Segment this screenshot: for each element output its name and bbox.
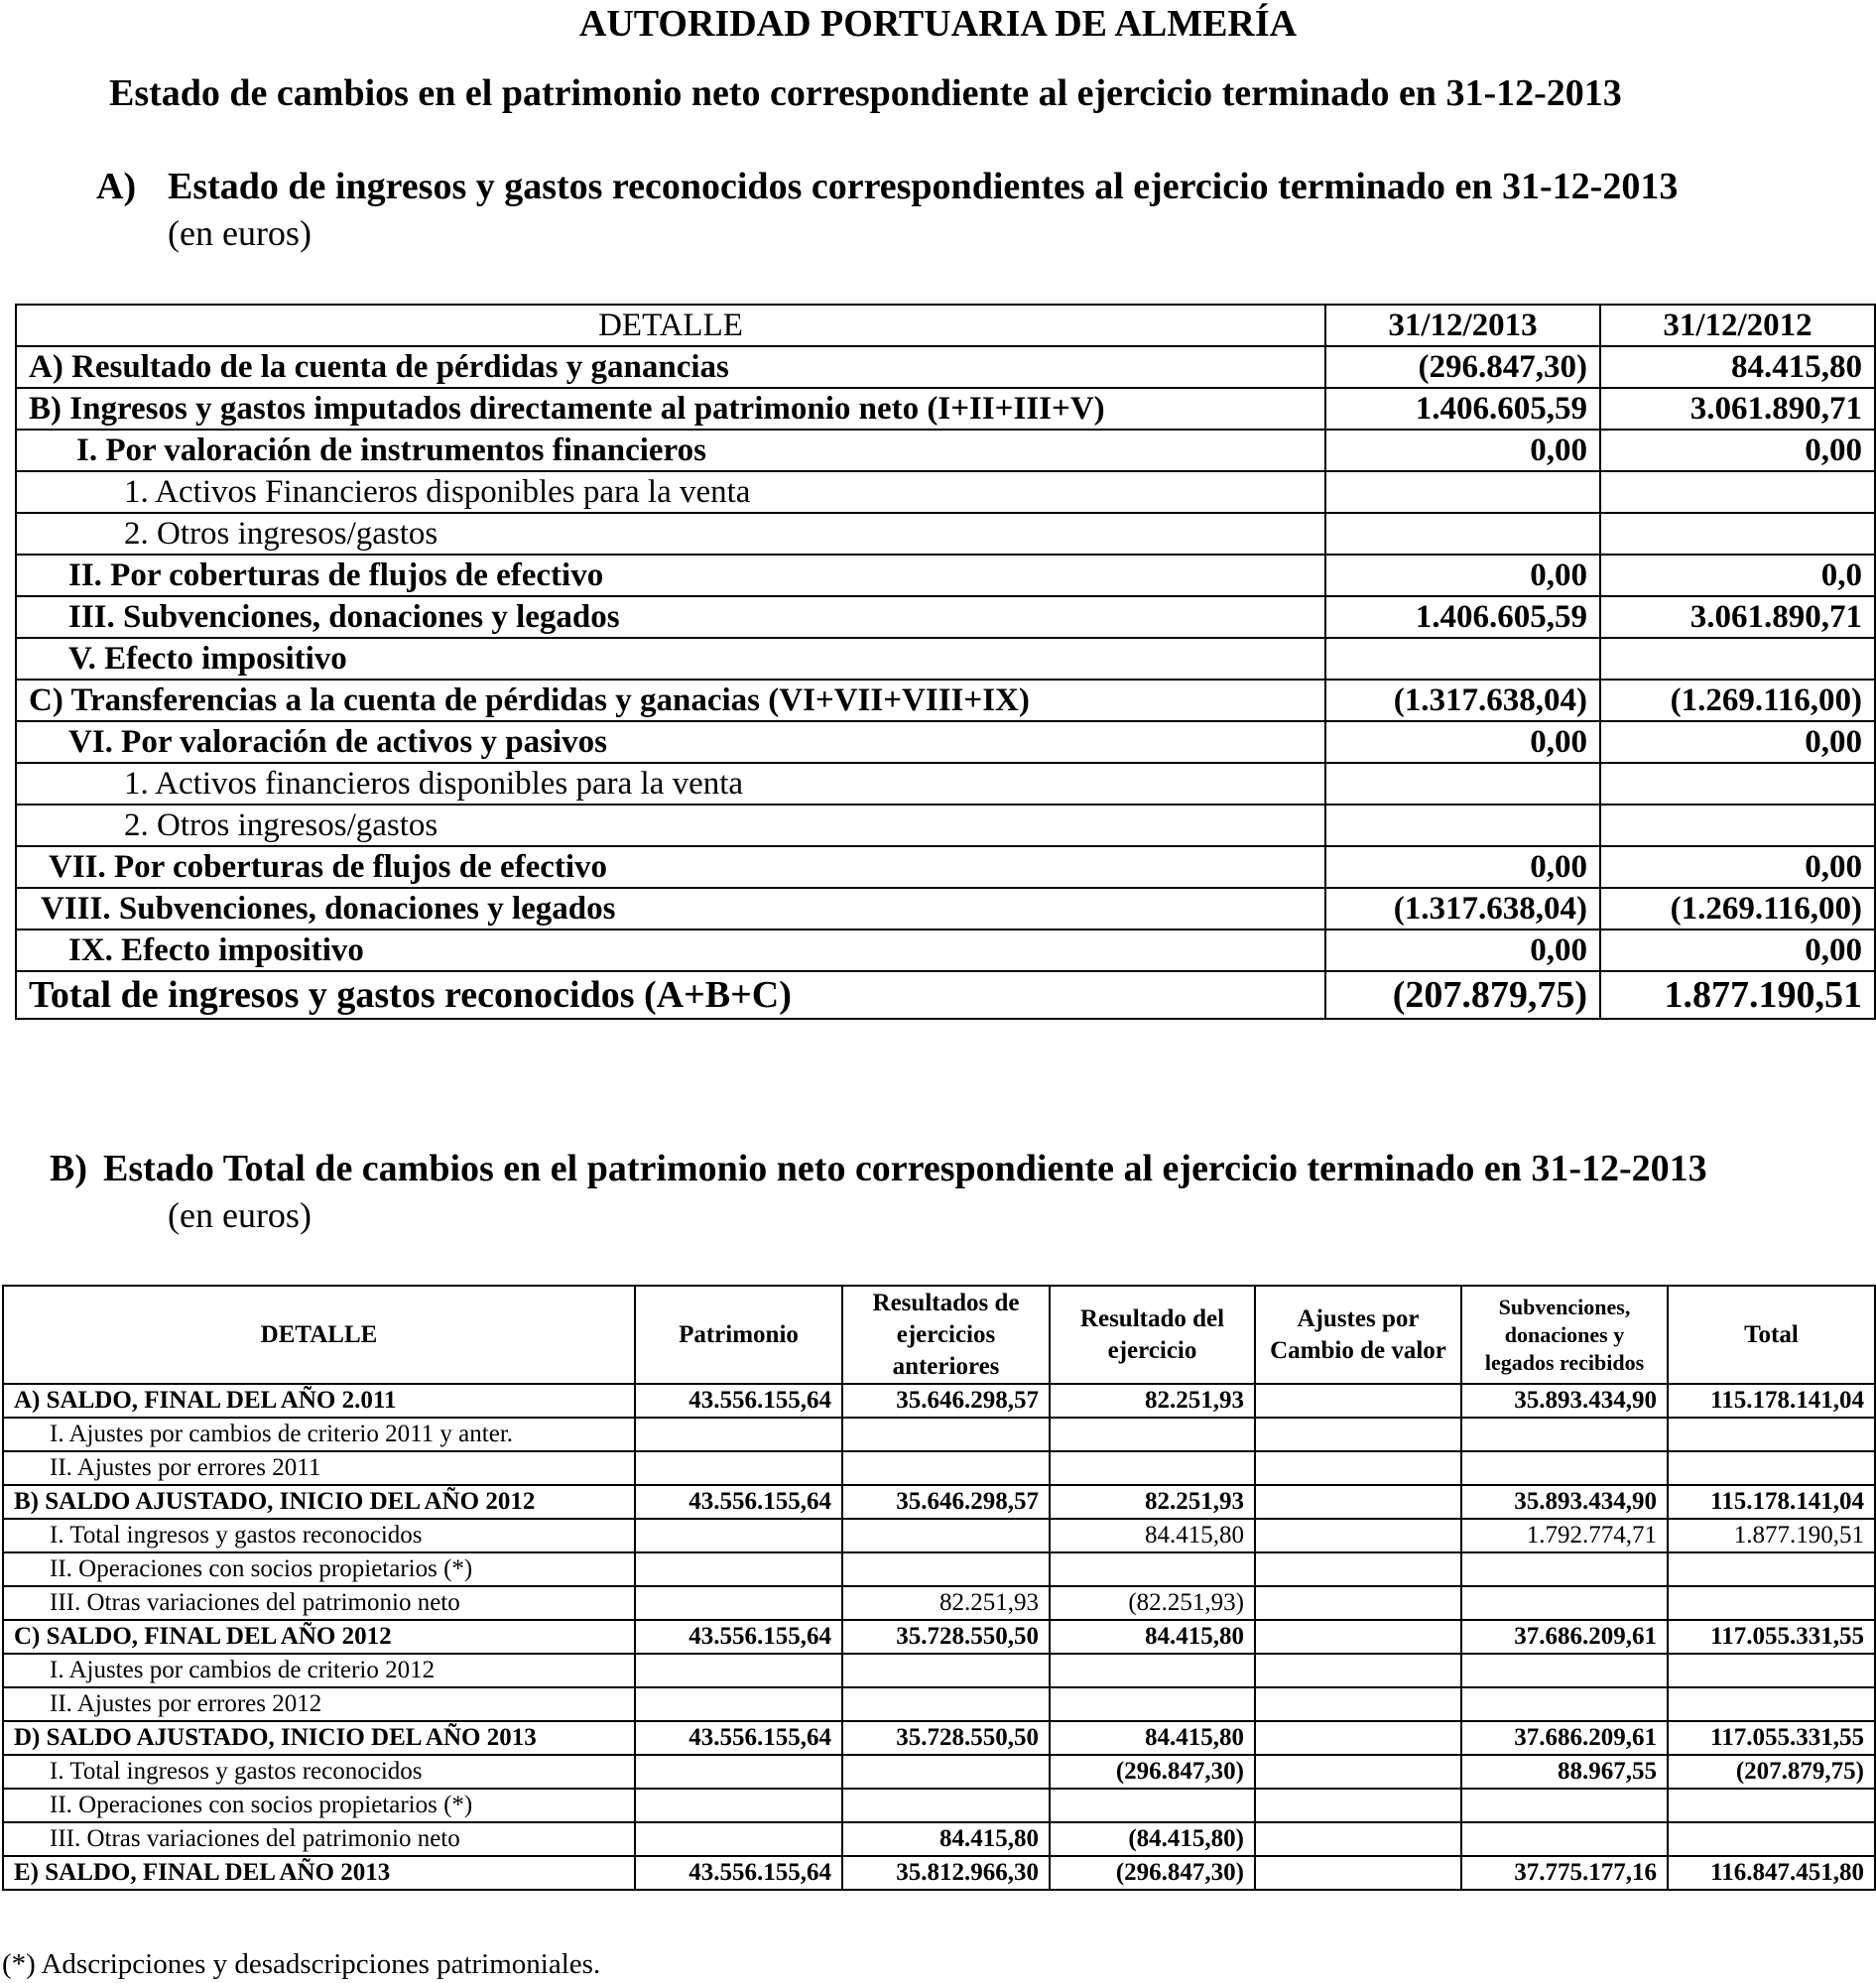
row-label: III. Otras variaciones del patrimonio neto <box>3 1586 635 1620</box>
value-patrimonio <box>635 1755 842 1789</box>
row-label: E) SALDO, FINAL DEL AÑO 2013 <box>3 1856 635 1890</box>
column-header-patrimonio: Patrimonio <box>635 1286 842 1384</box>
value-ajustes <box>1255 1384 1461 1418</box>
value-ajustes <box>1255 1485 1461 1519</box>
value-2013: (1.317.638,04) <box>1325 680 1600 721</box>
value-2012: 84.415,80 <box>1600 346 1875 388</box>
value-2012: 0,00 <box>1600 430 1875 471</box>
table-header-row <box>3 1286 1875 1384</box>
table-row <box>3 1654 1875 1687</box>
value-subvenciones <box>1461 1654 1668 1687</box>
value-total <box>1668 1654 1875 1687</box>
value-patrimonio: 43.556.155,64 <box>635 1620 842 1654</box>
value-2012 <box>1600 638 1875 680</box>
value-ejercicio: 82.251,93 <box>1050 1485 1255 1519</box>
value-ejercicio: 84.415,80 <box>1050 1519 1255 1552</box>
table-row <box>16 513 1875 555</box>
value-subvenciones: 35.893.434,90 <box>1461 1485 1668 1519</box>
value-anteriores: 84.415,80 <box>842 1822 1050 1856</box>
row-label: A) Resultado de la cuenta de pérdidas y ganancias <box>16 346 1325 388</box>
value-2012: (1.269.116,00) <box>1600 888 1875 930</box>
value-2013 <box>1325 763 1600 805</box>
table-row <box>16 805 1875 846</box>
row-label: C) SALDO, FINAL DEL AÑO 2012 <box>3 1620 635 1654</box>
table-row <box>16 346 1875 388</box>
value-ajustes <box>1255 1856 1461 1890</box>
income-expense-table <box>15 304 1876 1020</box>
value-anteriores <box>842 1519 1050 1552</box>
value-ajustes <box>1255 1620 1461 1654</box>
value-ajustes <box>1255 1519 1461 1552</box>
value-ajustes <box>1255 1822 1461 1856</box>
value-anteriores: 35.728.550,50 <box>842 1721 1050 1755</box>
value-ejercicio: (84.415,80) <box>1050 1822 1255 1856</box>
table-row <box>3 1384 1875 1418</box>
table-row <box>3 1519 1875 1552</box>
table-row <box>16 888 1875 930</box>
row-label: I. Total ingresos y gastos reconocidos <box>3 1755 635 1789</box>
value-total <box>1668 1451 1875 1485</box>
section-b-unit: (en euros) <box>168 1195 312 1235</box>
value-subvenciones: 35.893.434,90 <box>1461 1384 1668 1418</box>
column-header-subvenciones: Subvenciones, donaciones y legados recibidos <box>1461 1286 1668 1384</box>
value-patrimonio <box>635 1586 842 1620</box>
value-patrimonio <box>635 1519 842 1552</box>
value-2012 <box>1600 471 1875 513</box>
section-a-unit: (en euros) <box>168 213 312 253</box>
value-2013 <box>1325 471 1600 513</box>
table-row <box>16 471 1875 513</box>
value-2012: 0,00 <box>1600 721 1875 763</box>
row-label: II. Ajustes por errores 2012 <box>3 1687 635 1721</box>
row-label: B) SALDO AJUSTADO, INICIO DEL AÑO 2012 <box>3 1485 635 1519</box>
table-row <box>16 930 1875 971</box>
section-a-letter: A) <box>96 166 137 207</box>
row-label: I. Total ingresos y gastos reconocidos <box>3 1519 635 1552</box>
table-row <box>3 1620 1875 1654</box>
column-header-detalle: DETALLE <box>3 1286 635 1384</box>
table-row <box>3 1586 1875 1620</box>
value-2013: (296.847,30) <box>1325 346 1600 388</box>
value-subvenciones <box>1461 1822 1668 1856</box>
table-row <box>3 1721 1875 1755</box>
column-header-detalle: DETALLE <box>16 305 1325 346</box>
value-ajustes <box>1255 1721 1461 1755</box>
row-label: C) Transferencias a la cuenta de pérdidas y ganacias (VI+VII+VIII+IX) <box>16 680 1325 721</box>
row-label: I. Ajustes por cambios de criterio 2011 y anter. <box>3 1418 635 1451</box>
value-anteriores: 82.251,93 <box>842 1586 1050 1620</box>
value-2012: 0,00 <box>1600 846 1875 888</box>
value-patrimonio: 43.556.155,64 <box>635 1721 842 1755</box>
table-row <box>3 1856 1875 1890</box>
row-label: VIII. Subvenciones, donaciones y legados <box>16 888 1325 930</box>
value-ejercicio: (82.251,93) <box>1050 1586 1255 1620</box>
value-total: 115.178.141,04 <box>1668 1485 1875 1519</box>
value-total: 117.055.331,55 <box>1668 1721 1875 1755</box>
row-label: II. Operaciones con socios propietarios (*) <box>3 1552 635 1586</box>
value-subvenciones: 88.967,55 <box>1461 1755 1668 1789</box>
row-label: I. Ajustes por cambios de criterio 2012 <box>3 1654 635 1687</box>
value-anteriores <box>842 1687 1050 1721</box>
section-b-title-text: Estado Total de cambios en el patrimonio neto correspondiente al ejercicio terminado en 31-12-2013 <box>103 1148 1707 1189</box>
table-row <box>16 638 1875 680</box>
value-anteriores: 35.646.298,57 <box>842 1384 1050 1418</box>
row-label: II. Operaciones con socios propietarios (*) <box>3 1789 635 1822</box>
value-anteriores <box>842 1552 1050 1586</box>
value-2013: 1.406.605,59 <box>1325 596 1600 638</box>
value-2012 <box>1600 805 1875 846</box>
value-2012: 0,0 <box>1600 555 1875 596</box>
value-patrimonio <box>635 1654 842 1687</box>
table-row <box>16 721 1875 763</box>
column-header-resultados-anteriores: Resultados de ejercicios anteriores <box>842 1286 1050 1384</box>
column-header-total: Total <box>1668 1286 1875 1384</box>
row-label: 1. Activos financieros disponibles para la venta <box>16 763 1325 805</box>
table-row <box>16 596 1875 638</box>
value-patrimonio: 43.556.155,64 <box>635 1384 842 1418</box>
column-header-resultado-ejercicio: Resultado del ejercicio <box>1050 1286 1255 1384</box>
value-total <box>1668 1789 1875 1822</box>
value-anteriores: 35.646.298,57 <box>842 1485 1050 1519</box>
value-patrimonio <box>635 1789 842 1822</box>
value-ejercicio <box>1050 1552 1255 1586</box>
value-patrimonio <box>635 1418 842 1451</box>
table-row <box>16 680 1875 721</box>
column-header-ajustes: Ajustes por Cambio de valor <box>1255 1286 1461 1384</box>
row-label: IX. Efecto impositivo <box>16 930 1325 971</box>
value-total <box>1668 1687 1875 1721</box>
value-ejercicio <box>1050 1654 1255 1687</box>
value-subvenciones: 37.686.209,61 <box>1461 1721 1668 1755</box>
value-ajustes <box>1255 1451 1461 1485</box>
table-row <box>3 1687 1875 1721</box>
organization-title: AUTORIDAD PORTUARIA DE ALMERÍA <box>578 3 1298 45</box>
table-row <box>3 1755 1875 1789</box>
row-label: 2. Otros ingresos/gastos <box>16 805 1325 846</box>
value-2013: 0,00 <box>1325 721 1600 763</box>
section-a-title-text: Estado de ingresos y gastos reconocidos correspondientes al ejercicio terminado en 31-12-2013 <box>168 166 1679 207</box>
value-2013: 1.406.605,59 <box>1325 388 1600 430</box>
table-row <box>3 1451 1875 1485</box>
value-anteriores <box>842 1654 1050 1687</box>
value-anteriores <box>842 1755 1050 1789</box>
value-subvenciones <box>1461 1418 1668 1451</box>
table-header-row <box>16 305 1875 346</box>
value-patrimonio <box>635 1552 842 1586</box>
table-row <box>16 430 1875 471</box>
value-2013: (1.317.638,04) <box>1325 888 1600 930</box>
value-subvenciones <box>1461 1687 1668 1721</box>
value-2013 <box>1325 805 1600 846</box>
value-2013 <box>1325 513 1600 555</box>
value-ejercicio: (296.847,30) <box>1050 1856 1255 1890</box>
value-ejercicio <box>1050 1687 1255 1721</box>
value-ajustes <box>1255 1789 1461 1822</box>
equity-changes-table <box>2 1285 1876 1891</box>
value-ejercicio: 84.415,80 <box>1050 1620 1255 1654</box>
row-label: D) SALDO AJUSTADO, INICIO DEL AÑO 2013 <box>3 1721 635 1755</box>
value-anteriores <box>842 1789 1050 1822</box>
row-label: II. Ajustes por errores 2011 <box>3 1451 635 1485</box>
value-anteriores <box>842 1418 1050 1451</box>
value-ajustes <box>1255 1418 1461 1451</box>
value-subvenciones <box>1461 1789 1668 1822</box>
column-header-2012: 31/12/2012 <box>1600 305 1875 346</box>
value-total <box>1668 1822 1875 1856</box>
value-total <box>1668 1586 1875 1620</box>
value-anteriores: 35.728.550,50 <box>842 1620 1050 1654</box>
table-row <box>16 388 1875 430</box>
value-2012: 0,00 <box>1600 930 1875 971</box>
value-patrimonio <box>635 1687 842 1721</box>
row-label: III. Subvenciones, donaciones y legados <box>16 596 1325 638</box>
value-ejercicio <box>1050 1418 1255 1451</box>
row-label: VII. Por coberturas de flujos de efectivo <box>16 846 1325 888</box>
value-ejercicio: 82.251,93 <box>1050 1384 1255 1418</box>
value-total: 116.847.451,80 <box>1668 1856 1875 1890</box>
value-2013: 0,00 <box>1325 430 1600 471</box>
table-row <box>3 1822 1875 1856</box>
column-header-2013: 31/12/2013 <box>1325 305 1600 346</box>
value-patrimonio: 43.556.155,64 <box>635 1856 842 1890</box>
row-label: Total de ingresos y gastos reconocidos (A+B+C) <box>16 971 1325 1019</box>
value-2013: 0,00 <box>1325 846 1600 888</box>
table-row <box>3 1789 1875 1822</box>
value-total: (207.879,75) <box>1668 1755 1875 1789</box>
section-b-letter: B) <box>50 1148 87 1189</box>
value-2012: 3.061.890,71 <box>1600 596 1875 638</box>
value-total: 115.178.141,04 <box>1668 1384 1875 1418</box>
value-ajustes <box>1255 1654 1461 1687</box>
row-label: II. Por coberturas de flujos de efectivo <box>16 555 1325 596</box>
value-patrimonio: 43.556.155,64 <box>635 1485 842 1519</box>
row-label: 2. Otros ingresos/gastos <box>16 513 1325 555</box>
value-2013: (207.879,75) <box>1325 971 1600 1019</box>
value-patrimonio <box>635 1822 842 1856</box>
value-ajustes <box>1255 1755 1461 1789</box>
value-total: 1.877.190,51 <box>1668 1519 1875 1552</box>
value-total <box>1668 1552 1875 1586</box>
row-label: A) SALDO, FINAL DEL AÑO 2.011 <box>3 1384 635 1418</box>
value-anteriores <box>842 1451 1050 1485</box>
value-total: 117.055.331,55 <box>1668 1620 1875 1654</box>
row-label: I. Por valoración de instrumentos financieros <box>16 430 1325 471</box>
value-ejercicio: (296.847,30) <box>1050 1755 1255 1789</box>
value-ejercicio <box>1050 1789 1255 1822</box>
value-anteriores: 35.812.966,30 <box>842 1856 1050 1890</box>
value-2012: (1.269.116,00) <box>1600 680 1875 721</box>
row-label: V. Efecto impositivo <box>16 638 1325 680</box>
value-ajustes <box>1255 1687 1461 1721</box>
value-2013: 0,00 <box>1325 555 1600 596</box>
table-row <box>3 1552 1875 1586</box>
table-row <box>3 1485 1875 1519</box>
value-subvenciones <box>1461 1586 1668 1620</box>
value-patrimonio <box>635 1451 842 1485</box>
value-ejercicio <box>1050 1451 1255 1485</box>
row-label: 1. Activos Financieros disponibles para la venta <box>16 471 1325 513</box>
value-2012 <box>1600 513 1875 555</box>
value-ajustes <box>1255 1586 1461 1620</box>
value-2012 <box>1600 763 1875 805</box>
table-row <box>16 846 1875 888</box>
row-label: III. Otras variaciones del patrimonio neto <box>3 1822 635 1856</box>
value-subvenciones: 1.792.774,71 <box>1461 1519 1668 1552</box>
table-row <box>3 1418 1875 1451</box>
value-ajustes <box>1255 1552 1461 1586</box>
value-2012: 3.061.890,71 <box>1600 388 1875 430</box>
table-row <box>16 971 1875 1019</box>
value-subvenciones: 37.686.209,61 <box>1461 1620 1668 1654</box>
value-2013 <box>1325 638 1600 680</box>
value-2013: 0,00 <box>1325 930 1600 971</box>
value-subvenciones <box>1461 1552 1668 1586</box>
value-ejercicio: 84.415,80 <box>1050 1721 1255 1755</box>
footnote: (*) Adscripciones y desadscripciones patrimoniales. <box>2 1948 601 1980</box>
table-row <box>16 555 1875 596</box>
row-label: B) Ingresos y gastos imputados directamente al patrimonio neto (I+II+III+V) <box>16 388 1325 430</box>
value-total <box>1668 1418 1875 1451</box>
value-subvenciones: 37.775.177,16 <box>1461 1856 1668 1890</box>
table-row <box>16 763 1875 805</box>
value-2012: 1.877.190,51 <box>1600 971 1875 1019</box>
row-label: VI. Por valoración de activos y pasivos <box>16 721 1325 763</box>
main-title: Estado de cambios en el patrimonio neto correspondiente al ejercicio terminado en 31-12-2013 <box>109 72 1622 114</box>
value-subvenciones <box>1461 1451 1668 1485</box>
